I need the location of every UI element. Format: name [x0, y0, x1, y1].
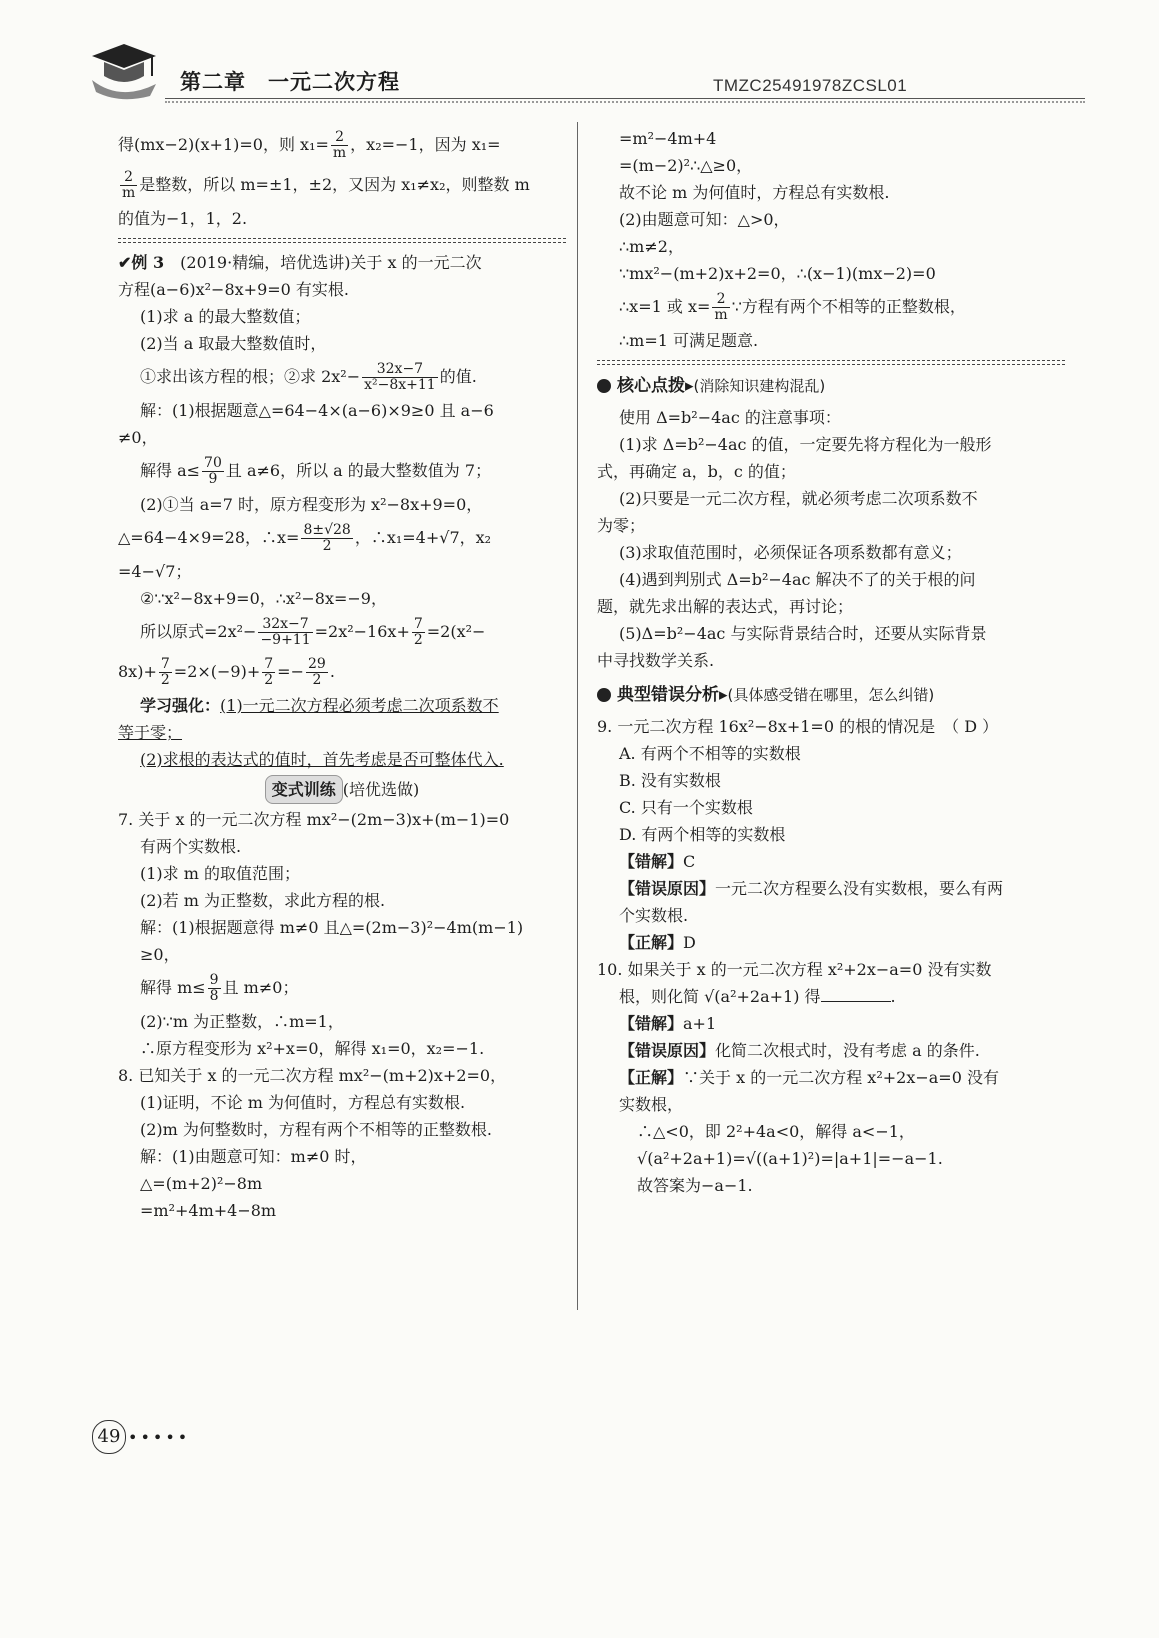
text-line: (1)求 m 的取值范围；	[140, 864, 301, 883]
text-line: (4)遇到判别式 Δ=b²−4ac 解决不了的关于根的问	[619, 570, 976, 589]
core-points-title: 核心点拨▸(消除知识建构混乱)	[597, 373, 1065, 400]
page-header	[0, 0, 1159, 110]
text-line: (2)∵m 为正整数，∴m=1，	[140, 1012, 344, 1031]
text-line: △=64−4×9=28，∴x= $\frac{8\pm√28}{2}$ ，∴x₁=4+√7，x₂	[118, 522, 492, 554]
text-line: ①求出该方程的根；②求 2x²− $\frac{32x-7}{\text{x²−8x+11}}$ 的值.	[140, 361, 477, 393]
text-line: (2)①当 a=7 时，原方程变形为 x²−8x+9=0，	[140, 495, 483, 514]
text-line: (5)Δ=b²−4ac 与实际背景结合时，还要从实际背景	[619, 624, 987, 643]
fraction: $\frac{9}{8}$	[209, 972, 219, 1004]
fraction: $\frac{70}{9}$	[204, 455, 222, 487]
text-line: 有两个实数根.	[140, 837, 242, 856]
example-3-line: ✔例 3 (2019·精编，培优选讲)关于 x 的一元二次	[118, 253, 482, 272]
choice-d: D. 有两个相等的实数根	[619, 825, 786, 844]
answer-blank	[821, 1001, 891, 1002]
chapter-title: 第二章 一元二次方程	[180, 70, 400, 94]
text-line: =m²+4m+4−8m	[140, 1201, 277, 1220]
fraction: $\frac{32x-7}{\text{x²−8x+11}}$	[364, 361, 436, 393]
text-line: 10. 如果关于 x 的一元二次方程 x²+2x−a=0 没有实数	[597, 960, 992, 979]
text-line: 所以原式=2x²− $\frac{32x-7}{-9+11}$ =2x²−16x+ $\frac{7}{2}$ =2(x²−	[140, 616, 486, 648]
text-line: (2)当 a 取最大整数值时，	[140, 334, 327, 353]
fraction: $\frac{8\pm√28}{2}$	[303, 522, 351, 554]
text-line: 9. 一元二次方程 16x²−8x+1=0 的根的情况是 （ D ）	[597, 717, 999, 736]
text-line: (2)只要是一元二次方程，就必须考虑二次项系数不	[619, 489, 978, 508]
text-line: 式，再确定 a，b，c 的值；	[597, 462, 796, 481]
text-line: =4−√7；	[118, 562, 192, 581]
text-line: 等于零；	[118, 723, 183, 742]
text-line: 根，则化简 √(a²+2a+1) 得 .	[619, 987, 896, 1006]
error-reason: 【错误原因】一元二次方程要么没有实数根，要么有两	[619, 879, 1004, 898]
right-answer: 【正解】∵关于 x 的一元二次方程 x²+2x−a=0 没有	[619, 1068, 999, 1087]
fraction: $\frac{7}{2}$	[413, 616, 423, 648]
text-line: 故不论 m 为何值时，方程总有实数根.	[619, 183, 890, 202]
banner-label: 变式训练	[265, 775, 343, 804]
choice-b: B. 没有实数根	[619, 771, 721, 790]
fraction: $\frac{2}{m}$	[714, 291, 728, 323]
text-line: (1)求 a 的最大整数值；	[140, 307, 311, 326]
text-line: 个实数根.	[619, 906, 689, 925]
text-line: 解：(1)由题意可知：m≠0 时，	[140, 1147, 367, 1166]
text-line: (2)求根的表达式的值时，首先考虑是否可整体代入.	[140, 750, 504, 769]
text-line: (2)由题意可知：△>0，	[619, 210, 790, 229]
text-line: △=(m+2)²−8m	[140, 1174, 263, 1193]
text-line: 的值为−1，1，2.	[118, 209, 248, 228]
section-bullet-icon	[597, 379, 611, 393]
wrong-answer: 【错解】a+1	[619, 1014, 717, 1033]
text-line: 8. 已知关于 x 的一元二次方程 mx²−(m+2)x+2=0，	[118, 1066, 507, 1085]
left-column	[118, 125, 566, 1224]
text-line: 解得 m≤ $\frac{9}{8}$ 且 m≠0；	[140, 972, 299, 1004]
text-line: $\frac{2}{m}$ 是整数，所以 m=±1，±2，又因为 x₁≠x₂，则整数 m	[122, 169, 530, 201]
check-icon: ✔	[118, 253, 132, 272]
text-line: ∴m≠2，	[619, 237, 684, 256]
text-line: (3)求取值范围时，必须保证各项系数都有意义；	[619, 543, 962, 562]
text-line: ∴△<0，即 2²+4a<0，解得 a<−1，	[637, 1122, 915, 1141]
book-code: TMZC25491978ZCSL01	[713, 76, 908, 95]
text-line: 得(mx−2)(x+1)=0，则 x₁= $\frac{2}{m}$ ，x₂=−1，因为 x₁=	[118, 129, 501, 161]
choice-c: C. 只有一个实数根	[619, 798, 753, 817]
choice-a: A. 有两个不相等的实数根	[619, 744, 801, 763]
text-line: ∴原方程变形为 x²+x=0，解得 x₁=0，x₂=−1.	[140, 1039, 485, 1058]
right-column	[597, 125, 1065, 1199]
text-line: =m²−4m+4	[619, 129, 717, 148]
text-line: 8x)+ $\frac{7}{2}$ =2×(−9)+ $\frac{7}{2}$ =− $\frac{29}{2}$ .	[118, 656, 335, 688]
study-note: 学习强化：(1)一元二次方程必须考虑二次项系数不	[140, 696, 499, 715]
section-separator	[597, 360, 1065, 365]
text-line: √(a²+2a+1)=√((a+1)²)=|a+1|=−a−1.	[637, 1149, 943, 1168]
header-rule	[165, 98, 1085, 99]
page-number: 49	[92, 1420, 126, 1454]
text-line: 题，就先求出解的表达式，再讨论；	[597, 597, 854, 616]
error-reason: 【错误原因】化简二次根式时，没有考虑 a 的条件.	[619, 1041, 980, 1060]
page-dots: •••••	[128, 1428, 191, 1447]
graduation-cap-icon	[90, 40, 158, 100]
fraction: $\frac{2}{m}$	[122, 169, 136, 201]
text-line: 为零；	[597, 516, 646, 535]
section-bullet-icon	[597, 688, 611, 702]
fraction: $\frac{2}{m}$	[332, 129, 347, 161]
text-line: ≠0，	[118, 428, 158, 447]
text-line: (2)m 为何整数时，方程有两个不相等的正整数根.	[140, 1120, 493, 1139]
text-line: ≥0，	[140, 945, 180, 964]
section-separator	[118, 238, 566, 243]
text-line: 故答案为−a−1.	[637, 1176, 753, 1195]
text-line: 7. 关于 x 的一元二次方程 mx²−(2m−3)x+(m−1)=0	[118, 810, 510, 829]
right-answer: 【正解】D	[619, 933, 696, 952]
text-line: (1)求 Δ=b²−4ac 的值，一定要先将方程化为一般形	[619, 435, 992, 454]
text-line: 实数根，	[619, 1095, 684, 1114]
text-line: 方程(a−6)x²−8x+9=0 有实根.	[118, 280, 350, 299]
text-line: (1)证明，不论 m 为何值时，方程总有实数根.	[140, 1093, 466, 1112]
header-rule-dotted	[165, 101, 1085, 103]
text-line: ∴x=1 或 x= $\frac{2}{m}$ ∵方程有两个不相等的正整数根，	[619, 291, 966, 323]
fraction: $\frac{29}{2}$	[307, 656, 326, 688]
text-line: 解：(1)根据题意得 m≠0 且△=(2m−3)²−4m(m−1)	[140, 918, 524, 937]
error-analysis-title: 典型错误分析▸(具体感受错在哪里，怎么纠错)	[597, 682, 1065, 709]
text-line: ∴m=1 可满足题意.	[619, 331, 759, 350]
text-line: ②∵x²−8x+9=0，∴x²−8x=−9，	[140, 589, 387, 608]
text-line: 使用 Δ=b²−4ac 的注意事项：	[619, 408, 841, 427]
text-line: ∵mx²−(m+2)x+2=0，∴(x−1)(mx−2)=0	[619, 264, 936, 283]
text-line: (2)若 m 为正整数，求此方程的根.	[140, 891, 386, 910]
text-line: 解得 a≤ $\frac{70}{9}$ 且 a≠6，所以 a 的最大整数值为 7；	[140, 455, 492, 487]
fraction: $\frac{32x-7}{-9+11}$	[260, 616, 311, 648]
wrong-answer: 【错解】C	[619, 852, 696, 871]
fraction: $\frac{7}{2}$	[264, 656, 274, 688]
fraction: $\frac{7}{2}$	[160, 656, 170, 688]
column-divider	[577, 122, 578, 1310]
text-line: =(m−2)²∴△≥0，	[619, 156, 753, 175]
text-line: 解：(1)根据题意△=64−4×(a−6)×9≥0 且 a−6	[140, 401, 494, 420]
text-line: 中寻找数学关系.	[597, 651, 715, 670]
practice-banner: 变式训练 (培优选做)	[118, 775, 566, 804]
